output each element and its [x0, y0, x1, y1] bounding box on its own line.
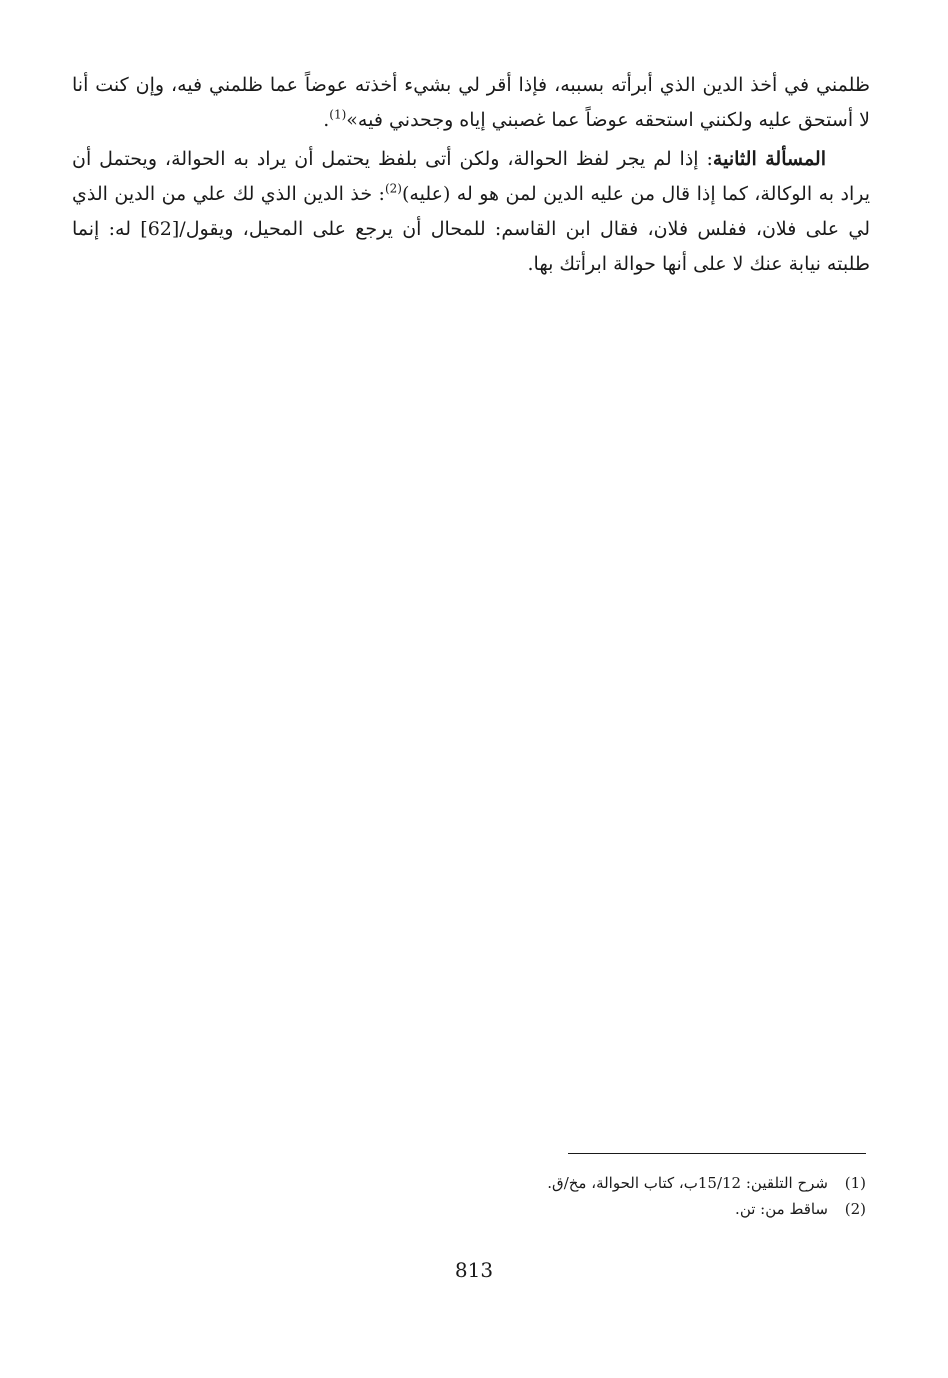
paragraph-1-end: .: [323, 109, 330, 131]
footnote-ref-1: (1): [329, 107, 347, 122]
footnote-ref-2: (2): [384, 181, 402, 196]
footnote-number: (2): [844, 1200, 866, 1218]
footnotes: [300, 1170, 866, 1222]
footnote-number: (1): [844, 1174, 866, 1192]
footnote-1: [300, 1170, 866, 1196]
paragraph-1-text: ظلمني في أخذ الدين الذي أبرأته بسببه، فإذا أقر لي بشيء أخذته عوضاً عما ظلمني فيه، وإن كنت أنا لا أستحق عليه ولكنني استحقه عوضاً عما غصبني إياه وجحدني فيه»: [72, 74, 870, 131]
footnote-divider: [568, 1153, 866, 1154]
paragraph-2-text-before: : إذا لم يجر لفظ الحوالة، ولكن أتى بلفظ يحتمل أن يراد به الحوالة، ويحتمل أن يراد به الوكالة، كما إذا قال من عليه الدين لمن هو له (عليه): [72, 148, 870, 205]
issue-title: المسألة الثانية: [712, 148, 826, 170]
footnote-2: [300, 1196, 866, 1222]
page-number: 813: [454, 1258, 494, 1282]
paragraph-2: [72, 142, 870, 282]
footnote-text: ساقط من: تن.: [735, 1200, 828, 1218]
footnote-text: شرح التلقين: 15/12ب، كتاب الحوالة، مخ/ق.: [547, 1174, 828, 1192]
paragraph-1: [72, 68, 870, 138]
main-text: [72, 68, 870, 282]
paragraph-2-text-after: : خذ الدين الذي لك علي من الدين الذي لي على فلان، ففلس فلان، فقال ابن القاسم: للمحال أن يرجع على المحيل، ويقول/[62] له: إنما طلبته نيابة عنك لا على أنها حوالة ابرأتك بها.: [72, 183, 870, 275]
